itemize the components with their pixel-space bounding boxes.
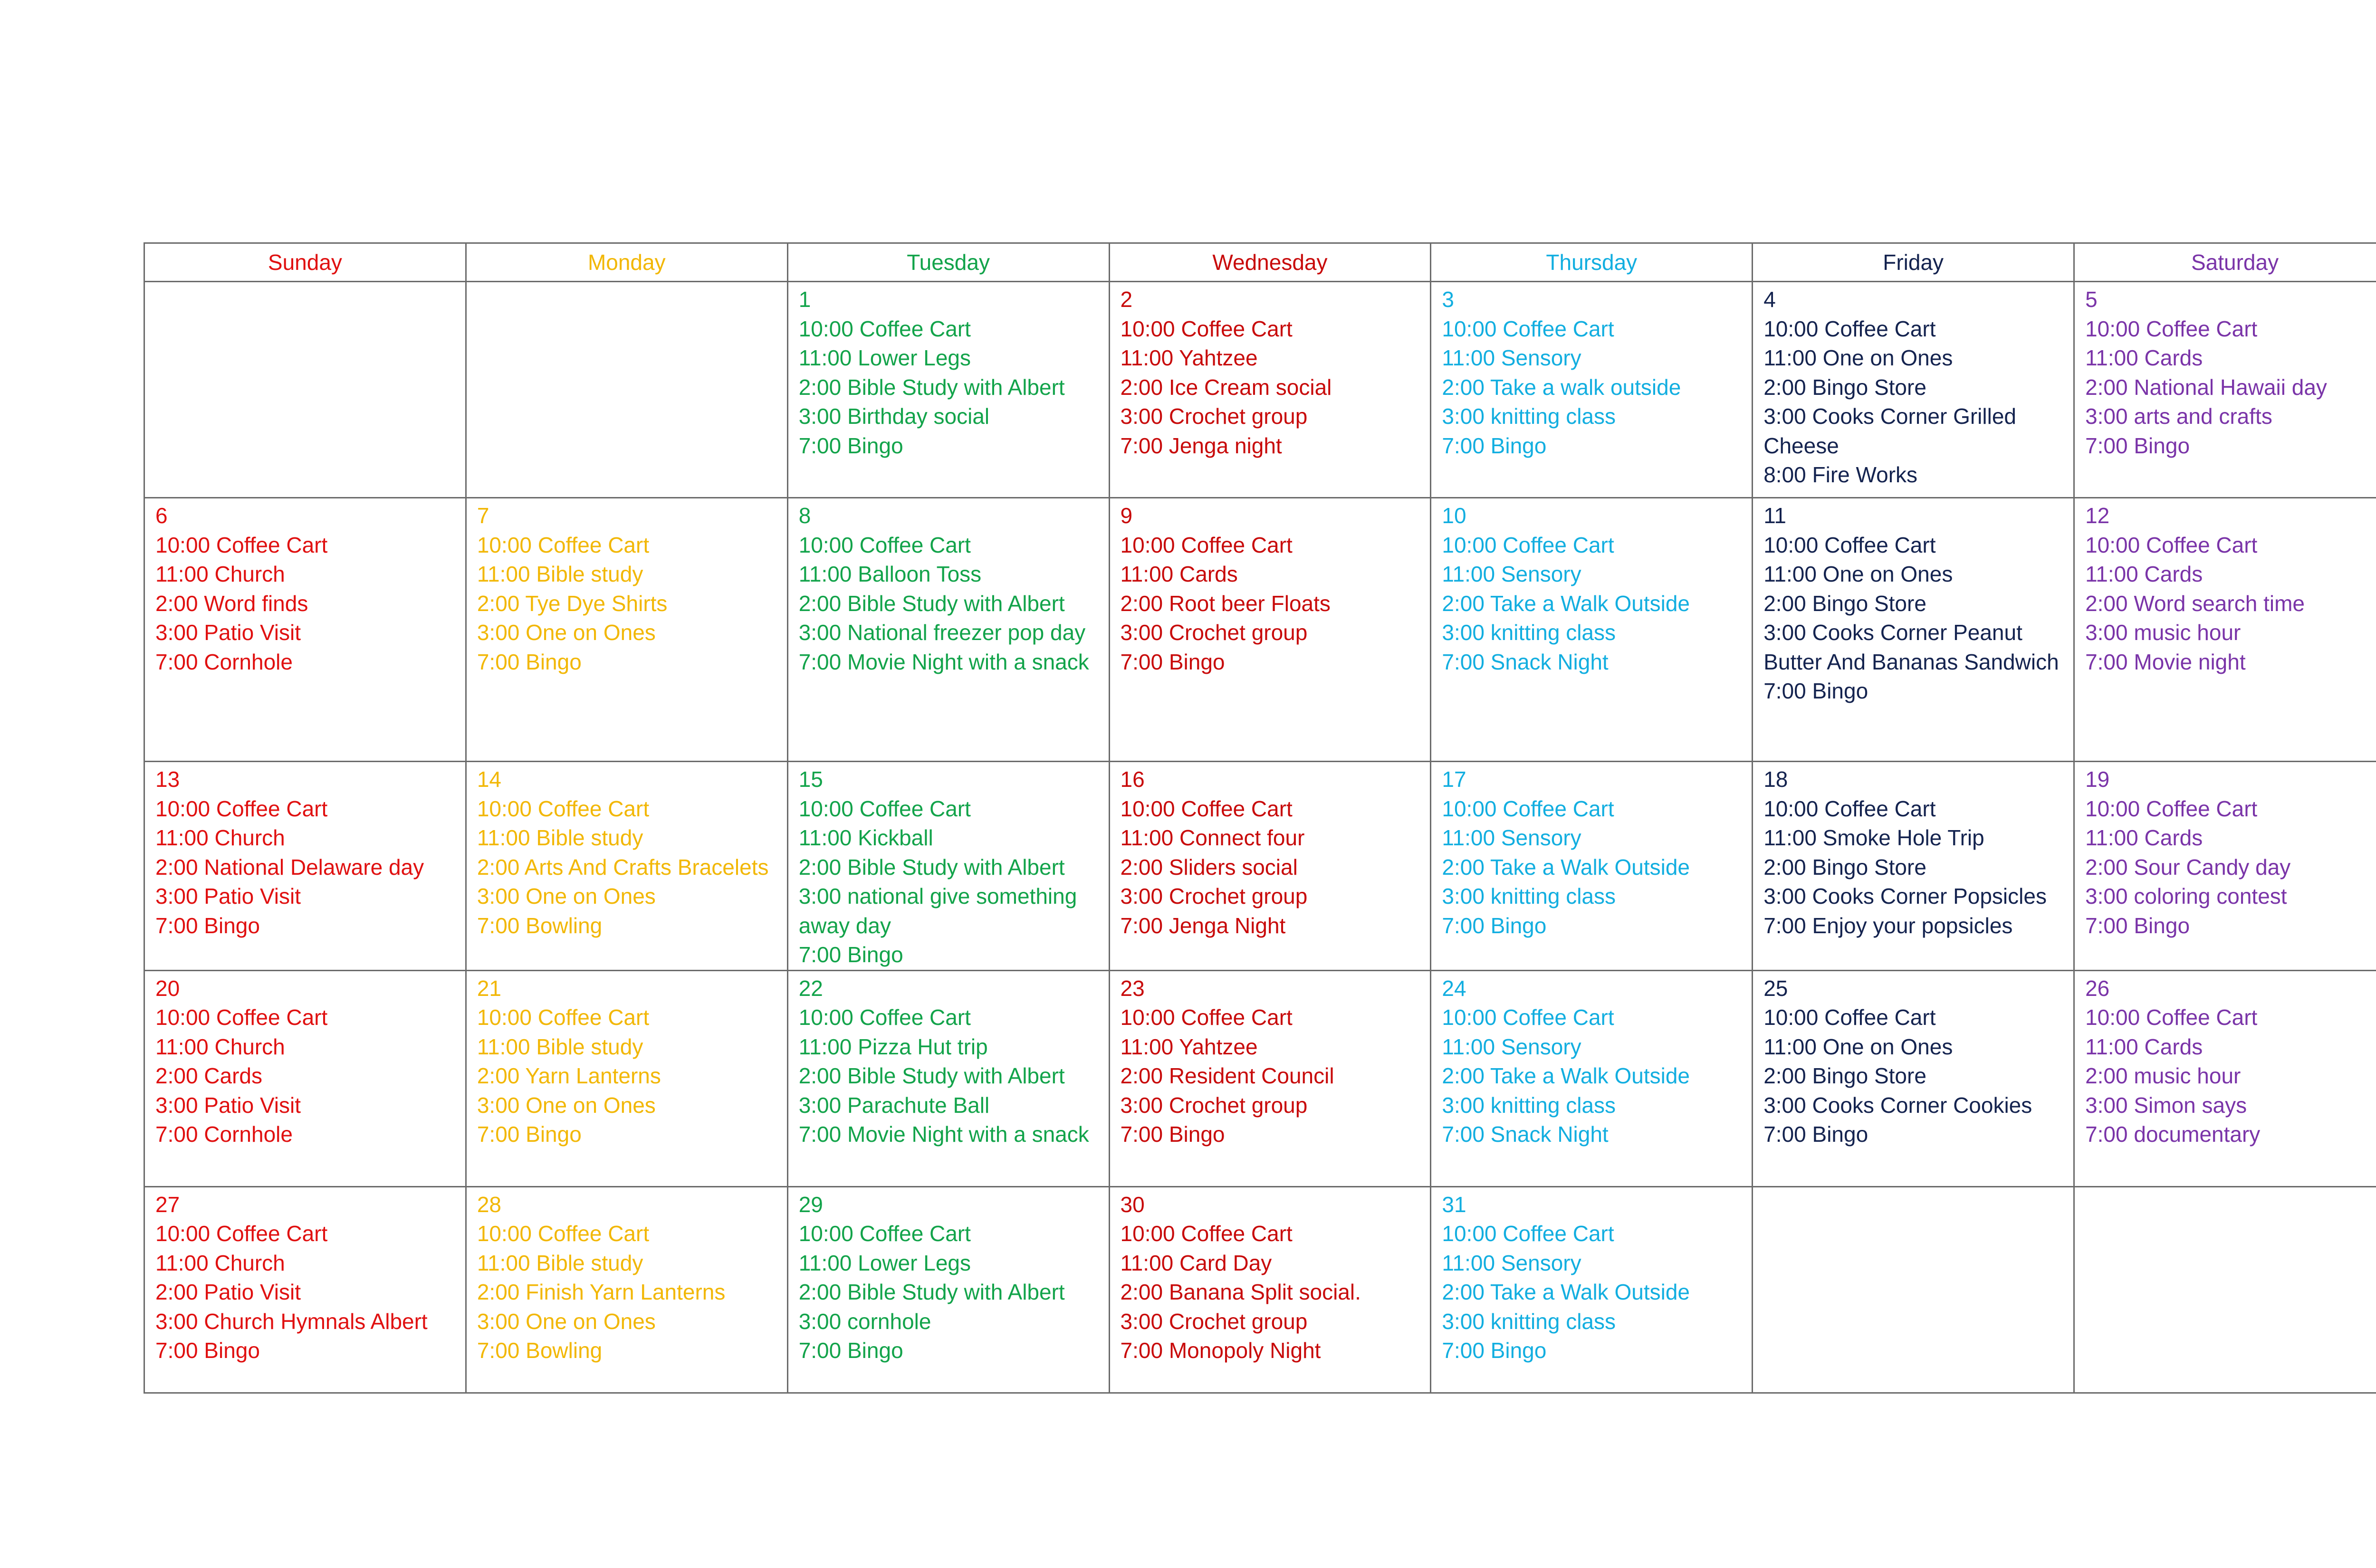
event-item: 2:00 Arts And Crafts Bracelets bbox=[477, 854, 769, 880]
event-item: 10:00 Coffee Cart bbox=[2085, 532, 2258, 557]
event-item: 3:00 cornhole bbox=[798, 1309, 931, 1334]
event-item: 10:00 Coffee Cart bbox=[1763, 1005, 1936, 1030]
event-item: 11:00 Yahtzee bbox=[1120, 345, 1258, 370]
event-item: 11:00 Card Day bbox=[1120, 1250, 1272, 1275]
event-item: 3:00 Cooks Corner Popsicles bbox=[1763, 884, 2047, 908]
event-item: 7:00 Bowling bbox=[477, 913, 603, 938]
event-item: 3:00 knitting class bbox=[1442, 1092, 1616, 1118]
event-item: 11:00 Church bbox=[155, 1034, 285, 1059]
event-item: 2:00 Bingo Store bbox=[1763, 1063, 1926, 1088]
event-item: 3:00 Birthday social bbox=[798, 404, 990, 429]
event-item: 7:00 Bingo bbox=[477, 1122, 582, 1147]
event-item: 10:00 Coffee Cart bbox=[1442, 796, 1614, 821]
event-item: 3:00 national give something away day bbox=[798, 884, 1077, 938]
day-number: 2 bbox=[1120, 287, 1133, 312]
event-item: 10:00 Coffee Cart bbox=[2085, 1005, 2258, 1030]
event-item: 10:00 Coffee Cart bbox=[1442, 1005, 1614, 1030]
event-item: 10:00 Coffee Cart bbox=[798, 316, 971, 341]
event-item: 3:00 Cooks Corner Peanut Butter And Bananas Sandwich bbox=[1763, 620, 2059, 674]
event-item: 3:00 Crochet group bbox=[1120, 1092, 1308, 1118]
event-item: 10:00 Coffee Cart bbox=[477, 796, 650, 821]
day-number: 16 bbox=[1120, 767, 1145, 792]
day-cell bbox=[1431, 762, 1753, 971]
event-item: 3:00 arts and crafts bbox=[2085, 404, 2272, 429]
event-item: 11:00 Church bbox=[155, 825, 285, 850]
day-cell bbox=[1109, 498, 1431, 762]
event-item: 7:00 Bingo bbox=[798, 1338, 903, 1363]
week-row bbox=[144, 498, 2376, 762]
event-item: 7:00 Enjoy your popsicles bbox=[1763, 913, 2013, 938]
event-item: 7:00 Snack Night bbox=[1442, 1122, 1609, 1147]
day-cell bbox=[144, 282, 466, 498]
event-item: 2:00 Take a Walk Outside bbox=[1442, 1280, 1690, 1304]
header-monday: Monday bbox=[466, 243, 787, 282]
event-item: 7:00 Bingo bbox=[2085, 913, 2190, 938]
event-item: 11:00 Lower Legs bbox=[798, 345, 971, 370]
event-item: 10:00 Coffee Cart bbox=[1442, 532, 1614, 557]
event-item: 11:00 Sensory bbox=[1442, 345, 1581, 370]
event-item: 10:00 Coffee Cart bbox=[477, 532, 650, 557]
day-number: 13 bbox=[155, 767, 180, 792]
event-item: 2:00 Bible Study with Albert bbox=[798, 1063, 1065, 1088]
event-item: 8:00 Fire Works bbox=[1763, 462, 1918, 487]
event-item: 7:00 Jenga Night bbox=[1120, 913, 1286, 938]
day-number: 21 bbox=[477, 975, 502, 1001]
event-item: 3:00 One on Ones bbox=[477, 620, 656, 645]
event-item: 11:00 Lower Legs bbox=[798, 1250, 971, 1275]
event-item: 2:00 Take a Walk Outside bbox=[1442, 591, 1690, 616]
event-item: 10:00 Coffee Cart bbox=[155, 1005, 328, 1030]
event-item: 2:00 Bible Study with Albert bbox=[798, 854, 1065, 880]
event-item: 10:00 Coffee Cart bbox=[2085, 796, 2258, 821]
day-cell bbox=[144, 498, 466, 762]
event-item: 3:00 One on Ones bbox=[477, 884, 656, 908]
day-number: 1 bbox=[798, 287, 811, 312]
day-number: 6 bbox=[155, 503, 168, 528]
event-item: 7:00 Bingo bbox=[1120, 1122, 1225, 1147]
event-item: 2:00 Word search time bbox=[2085, 591, 2305, 616]
day-number: 25 bbox=[1763, 975, 1788, 1001]
event-item: 7:00 Bingo bbox=[798, 433, 903, 458]
day-cell bbox=[466, 282, 787, 498]
event-item: 7:00 Cornhole bbox=[155, 1122, 293, 1147]
event-item: 7:00 Bingo bbox=[1442, 433, 1547, 458]
event-item: 11:00 Sensory bbox=[1442, 562, 1581, 586]
day-cell bbox=[787, 762, 1109, 971]
event-item: 11:00 Cards bbox=[2085, 562, 2203, 586]
event-item: 7:00 Bingo bbox=[1442, 913, 1547, 938]
event-item: 7:00 Bowling bbox=[477, 1338, 603, 1363]
day-cell bbox=[1753, 1186, 2074, 1393]
event-item: 3:00 knitting class bbox=[1442, 884, 1616, 908]
event-item: 3:00 Crochet group bbox=[1120, 404, 1308, 429]
day-cell bbox=[466, 498, 787, 762]
day-cell bbox=[1431, 282, 1753, 498]
day-number: 22 bbox=[798, 975, 823, 1001]
event-item: 11:00 Cards bbox=[2085, 825, 2203, 850]
event-item: 11:00 Pizza Hut trip bbox=[798, 1034, 988, 1059]
event-item: 10:00 Coffee Cart bbox=[1442, 316, 1614, 341]
week-row bbox=[144, 1186, 2376, 1393]
day-cell bbox=[1109, 1186, 1431, 1393]
event-item: 10:00 Coffee Cart bbox=[1120, 1005, 1293, 1030]
event-item: 11:00 Kickball bbox=[798, 825, 933, 850]
event-item: 11:00 One on Ones bbox=[1763, 1034, 1953, 1059]
event-item: 7:00 Bingo bbox=[155, 913, 260, 938]
event-item: 7:00 Bingo bbox=[155, 1338, 260, 1363]
event-item: 2:00 National Delaware day bbox=[155, 854, 424, 880]
day-cell bbox=[1431, 1186, 1753, 1393]
header-saturday: Saturday bbox=[2074, 243, 2376, 282]
event-item: 11:00 Yahtzee bbox=[1120, 1034, 1258, 1059]
activity-calendar bbox=[144, 242, 2376, 1394]
event-item: 2:00 Yarn Lanterns bbox=[477, 1063, 661, 1088]
event-item: 7:00 documentary bbox=[2085, 1122, 2261, 1147]
event-item: 10:00 Coffee Cart bbox=[1763, 532, 1936, 557]
day-cell bbox=[2074, 762, 2376, 971]
event-item: 2:00 Bingo Store bbox=[1763, 374, 1926, 400]
event-item: 2:00 Sliders social bbox=[1120, 854, 1298, 880]
event-item: 11:00 Bible study bbox=[477, 562, 643, 586]
event-item: 3:00 Patio Visit bbox=[155, 1092, 301, 1118]
event-item: 10:00 Coffee Cart bbox=[1442, 1221, 1614, 1246]
day-number: 14 bbox=[477, 767, 502, 792]
event-item: 2:00 Sour Candy day bbox=[2085, 854, 2291, 880]
event-item: 7:00 Snack Night bbox=[1442, 649, 1609, 674]
day-cell bbox=[1431, 498, 1753, 762]
day-number: 20 bbox=[155, 975, 180, 1001]
event-item: 2:00 music hour bbox=[2085, 1063, 2241, 1088]
event-item: 10:00 Coffee Cart bbox=[798, 1221, 971, 1246]
event-item: 3:00 Patio Visit bbox=[155, 620, 301, 645]
day-number: 31 bbox=[1442, 1192, 1466, 1217]
event-item: 10:00 Coffee Cart bbox=[798, 1005, 971, 1030]
event-item: 11:00 Sensory bbox=[1442, 1250, 1581, 1275]
event-item: 2:00 Cards bbox=[155, 1063, 263, 1088]
event-item: 3:00 One on Ones bbox=[477, 1092, 656, 1118]
day-cell bbox=[2074, 970, 2376, 1186]
day-number: 29 bbox=[798, 1192, 823, 1217]
event-item: 10:00 Coffee Cart bbox=[155, 1221, 328, 1246]
day-number: 26 bbox=[2085, 975, 2110, 1001]
event-item: 10:00 Coffee Cart bbox=[798, 532, 971, 557]
event-item: 3:00 knitting class bbox=[1442, 404, 1616, 429]
day-number: 5 bbox=[2085, 287, 2098, 312]
day-cell bbox=[144, 970, 466, 1186]
week-row bbox=[144, 970, 2376, 1186]
event-item: 11:00 Church bbox=[155, 1250, 285, 1275]
day-cell bbox=[787, 1186, 1109, 1393]
event-item: 11:00 One on Ones bbox=[1763, 562, 1953, 586]
day-cell bbox=[2074, 282, 2376, 498]
header-thursday: Thursday bbox=[1431, 243, 1753, 282]
event-item: 11:00 Church bbox=[155, 562, 285, 586]
event-item: 3:00 One on Ones bbox=[477, 1309, 656, 1334]
day-number: 4 bbox=[1763, 287, 1776, 312]
day-cell bbox=[787, 282, 1109, 498]
event-item: 10:00 Coffee Cart bbox=[1120, 532, 1293, 557]
event-item: 3:00 Simon says bbox=[2085, 1092, 2247, 1118]
event-item: 2:00 Bible Study with Albert bbox=[798, 1280, 1065, 1304]
event-item: 7:00 Bingo bbox=[1442, 1338, 1547, 1363]
event-item: 3:00 Crochet group bbox=[1120, 884, 1308, 908]
day-cell bbox=[466, 1186, 787, 1393]
day-cell bbox=[144, 762, 466, 971]
day-number: 10 bbox=[1442, 503, 1466, 528]
event-item: 3:00 Cooks Corner Grilled Cheese bbox=[1763, 404, 2017, 458]
event-item: 2:00 Finish Yarn Lanterns bbox=[477, 1280, 726, 1304]
event-item: 10:00 Coffee Cart bbox=[155, 532, 328, 557]
event-item: 3:00 National freezer pop day bbox=[798, 620, 1086, 645]
day-cell bbox=[787, 970, 1109, 1186]
day-number: 12 bbox=[2085, 503, 2110, 528]
event-item: 11:00 Sensory bbox=[1442, 825, 1581, 850]
event-item: 2:00 Bible Study with Albert bbox=[798, 374, 1065, 400]
event-item: 2:00 Banana Split social. bbox=[1120, 1280, 1361, 1304]
day-cell bbox=[1753, 970, 2074, 1186]
event-item: 11:00 Connect four bbox=[1120, 825, 1305, 850]
event-item: 3:00 coloring contest bbox=[2085, 884, 2287, 908]
event-item: 2:00 Take a walk outside bbox=[1442, 374, 1681, 400]
event-item: 3:00 knitting class bbox=[1442, 1309, 1616, 1334]
event-item: 10:00 Coffee Cart bbox=[1763, 796, 1936, 821]
header-friday: Friday bbox=[1753, 243, 2074, 282]
event-item: 7:00 Movie Night with a snack bbox=[798, 649, 1089, 674]
day-cell bbox=[1753, 762, 2074, 971]
event-item: 11:00 Balloon Toss bbox=[798, 562, 982, 586]
event-item: 3:00 Cooks Corner Cookies bbox=[1763, 1092, 2032, 1118]
event-item: 2:00 Bingo Store bbox=[1763, 854, 1926, 880]
day-cell bbox=[2074, 1186, 2376, 1393]
event-item: 10:00 Coffee Cart bbox=[477, 1221, 650, 1246]
header-sunday: Sunday bbox=[144, 243, 466, 282]
event-item: 7:00 Bingo bbox=[1120, 649, 1225, 674]
event-item: 11:00 One on Ones bbox=[1763, 345, 1953, 370]
event-item: 2:00 Take a Walk Outside bbox=[1442, 854, 1690, 880]
event-item: 10:00 Coffee Cart bbox=[2085, 316, 2258, 341]
event-item: 10:00 Coffee Cart bbox=[798, 796, 971, 821]
event-item: 10:00 Coffee Cart bbox=[1120, 316, 1293, 341]
event-item: 7:00 Monopoly Night bbox=[1120, 1338, 1321, 1363]
event-item: 3:00 Parachute Ball bbox=[798, 1092, 990, 1118]
event-item: 7:00 Bingo bbox=[798, 942, 903, 967]
event-item: 2:00 Word finds bbox=[155, 591, 308, 616]
event-item: 10:00 Coffee Cart bbox=[1763, 316, 1936, 341]
day-number: 17 bbox=[1442, 767, 1466, 792]
day-cell bbox=[1109, 282, 1431, 498]
event-item: 3:00 Patio Visit bbox=[155, 884, 301, 908]
event-item: 2:00 Take a Walk Outside bbox=[1442, 1063, 1690, 1088]
day-cell bbox=[1109, 762, 1431, 971]
day-number: 18 bbox=[1763, 767, 1788, 792]
event-item: 7:00 Movie night bbox=[2085, 649, 2246, 674]
event-item: 2:00 Ice Cream social bbox=[1120, 374, 1332, 400]
day-cell bbox=[787, 498, 1109, 762]
event-item: 2:00 Bible Study with Albert bbox=[798, 591, 1065, 616]
event-item: 2:00 Resident Council bbox=[1120, 1063, 1334, 1088]
event-item: 10:00 Coffee Cart bbox=[1120, 1221, 1293, 1246]
event-item: 11:00 Bible study bbox=[477, 1034, 643, 1059]
day-cell bbox=[1753, 282, 2074, 498]
day-number: 27 bbox=[155, 1192, 180, 1217]
weekday-header-row bbox=[144, 243, 2376, 282]
day-number: 28 bbox=[477, 1192, 502, 1217]
event-item: 3:00 Church Hymnals Albert bbox=[155, 1309, 428, 1334]
day-number: 15 bbox=[798, 767, 823, 792]
day-number: 3 bbox=[1442, 287, 1454, 312]
calendar-body bbox=[144, 282, 2376, 1393]
event-item: 7:00 Bingo bbox=[2085, 433, 2190, 458]
event-item: 11:00 Cards bbox=[2085, 1034, 2203, 1059]
event-item: 10:00 Coffee Cart bbox=[1120, 796, 1293, 821]
day-cell bbox=[466, 970, 787, 1186]
event-item: 7:00 Bingo bbox=[1763, 1122, 1868, 1147]
day-number: 9 bbox=[1120, 503, 1133, 528]
week-row bbox=[144, 762, 2376, 971]
day-cell bbox=[466, 762, 787, 971]
week-row bbox=[144, 282, 2376, 498]
event-item: 11:00 Cards bbox=[2085, 345, 2203, 370]
day-cell bbox=[1753, 498, 2074, 762]
event-item: 3:00 music hour bbox=[2085, 620, 2241, 645]
event-item: 3:00 knitting class bbox=[1442, 620, 1616, 645]
day-number: 30 bbox=[1120, 1192, 1145, 1217]
day-cell bbox=[1109, 970, 1431, 1186]
event-item: 2:00 National Hawaii day bbox=[2085, 374, 2327, 400]
event-item: 7:00 Bingo bbox=[477, 649, 582, 674]
header-tuesday: Tuesday bbox=[787, 243, 1109, 282]
event-item: 2:00 Bingo Store bbox=[1763, 591, 1926, 616]
day-number: 24 bbox=[1442, 975, 1466, 1001]
event-item: 11:00 Smoke Hole Trip bbox=[1763, 825, 1984, 850]
event-item: 2:00 Root beer Floats bbox=[1120, 591, 1331, 616]
day-number: 19 bbox=[2085, 767, 2110, 792]
event-item: 10:00 Coffee Cart bbox=[477, 1005, 650, 1030]
event-item: 11:00 Sensory bbox=[1442, 1034, 1581, 1059]
event-item: 11:00 Bible study bbox=[477, 825, 643, 850]
event-item: 7:00 Cornhole bbox=[155, 649, 293, 674]
event-item: 2:00 Tye Dye Shirts bbox=[477, 591, 668, 616]
event-item: 2:00 Patio Visit bbox=[155, 1280, 301, 1304]
event-item: 11:00 Cards bbox=[1120, 562, 1238, 586]
day-number: 8 bbox=[798, 503, 811, 528]
event-item: 7:00 Movie Night with a snack bbox=[798, 1122, 1089, 1147]
day-number: 7 bbox=[477, 503, 489, 528]
day-cell bbox=[144, 1186, 466, 1393]
event-item: 11:00 Bible study bbox=[477, 1250, 643, 1275]
day-number: 11 bbox=[1763, 503, 1786, 528]
day-cell bbox=[2074, 498, 2376, 762]
header-wednesday: Wednesday bbox=[1109, 243, 1431, 282]
event-item: 7:00 Bingo bbox=[1763, 679, 1868, 703]
event-item: 10:00 Coffee Cart bbox=[155, 796, 328, 821]
day-number: 23 bbox=[1120, 975, 1145, 1001]
event-item: 7:00 Jenga night bbox=[1120, 433, 1282, 458]
day-cell bbox=[1431, 970, 1753, 1186]
event-item: 3:00 Crochet group bbox=[1120, 620, 1308, 645]
event-item: 3:00 Crochet group bbox=[1120, 1309, 1308, 1334]
